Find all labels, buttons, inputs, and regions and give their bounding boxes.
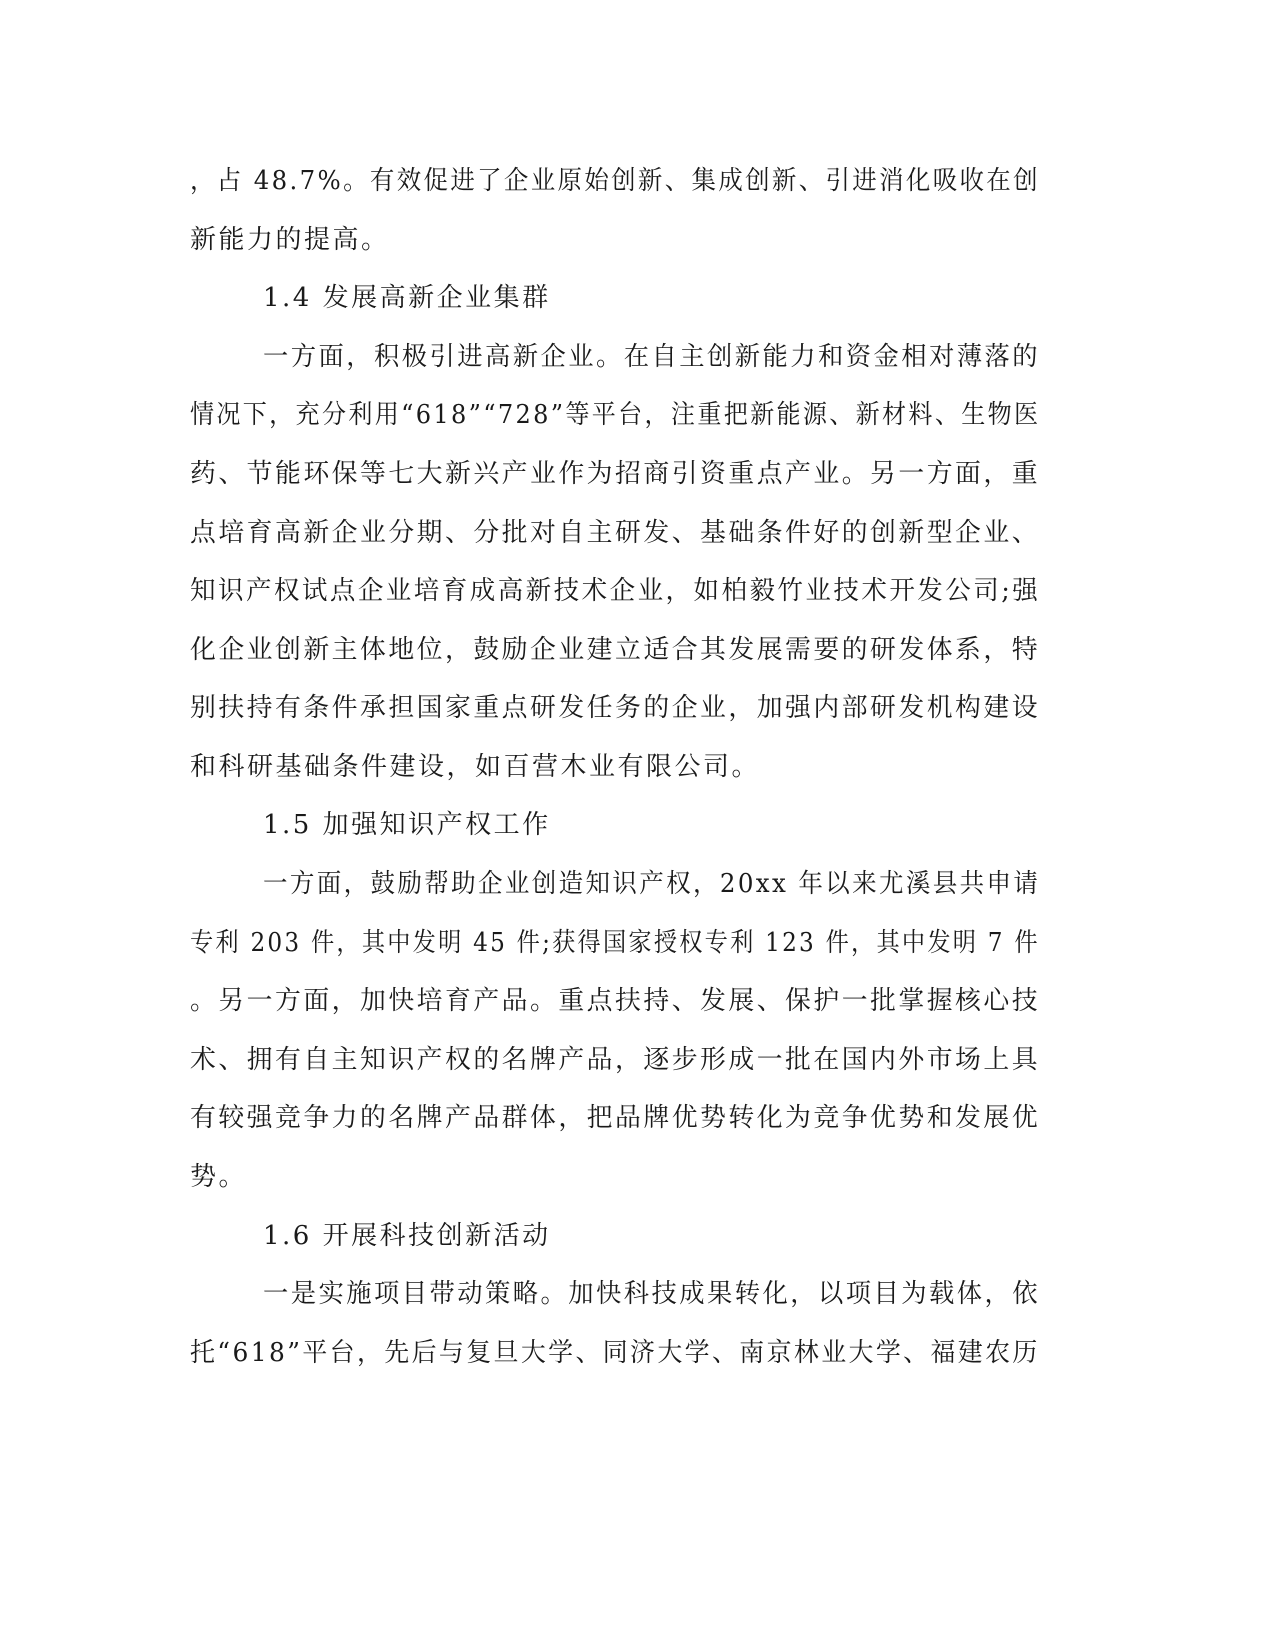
text-line: 化企业创新主体地位，鼓励企业建立适合其发展需要的研发体系，特 — [190, 635, 1041, 665]
text-line: 术、拥有自主知识产权的名牌产品，逐步形成一批在国内外市场上具 — [190, 1045, 1041, 1075]
text-line: 专利 203 件，其中发明 45 件;获得国家授权专利 123 件，其中发明 7 件 — [190, 928, 1040, 958]
section-heading-1-6: 1.6 开展科技创新活动 — [263, 1221, 551, 1251]
text-line: 势。 — [190, 1162, 248, 1192]
text-line: 知识产权试点企业培育成高新技术企业，如柏毅竹业技术开发公司;强 — [190, 576, 1041, 606]
text-line: 新能力的提高。 — [190, 225, 390, 255]
text-line: 情况下，充分利用“618”“728”等平台，注重把新能源、新材料、生物医 — [190, 400, 1041, 430]
text-line: 托“618”平台，先后与复旦大学、同济大学、南京林业大学、福建农历 — [190, 1338, 1040, 1368]
paragraph-first-line: 一是实施项目带动策略。加快科技成果转化，以项目为载体，依 — [263, 1279, 1041, 1309]
section-heading-1-5: 1.5 加强知识产权工作 — [263, 810, 551, 840]
text-line: 有较强竞争力的名牌产品群体，把品牌优势转化为竞争优势和发展优 — [190, 1103, 1041, 1133]
text-line: 。另一方面，加快培育产品。重点扶持、发展、保护一批掌握核心技 — [190, 986, 1041, 1016]
text-line: ，占 48.7%。有效促进了企业原始创新、集成创新、引进消化吸收在创 — [190, 166, 1040, 196]
text-line: 和科研基础条件建设，如百营木业有限公司。 — [190, 752, 761, 782]
paragraph-first-line: 一方面，鼓励帮助企业创造知识产权，20xx 年以来尤溪县共申请 — [263, 869, 1041, 899]
text-line: 药、节能环保等七大新兴产业作为招商引资重点产业。另一方面，重 — [190, 459, 1041, 489]
text-line: 别扶持有条件承担国家重点研发任务的企业，加强内部研发机构建设 — [190, 693, 1041, 723]
section-heading-1-4: 1.4 发展高新企业集群 — [263, 283, 551, 313]
paragraph-first-line: 一方面，积极引进高新企业。在自主创新能力和资金相对薄落的 — [263, 342, 1041, 372]
text-line: 点培育高新企业分期、分批对自主研发、基础条件好的创新型企业、 — [190, 518, 1041, 548]
